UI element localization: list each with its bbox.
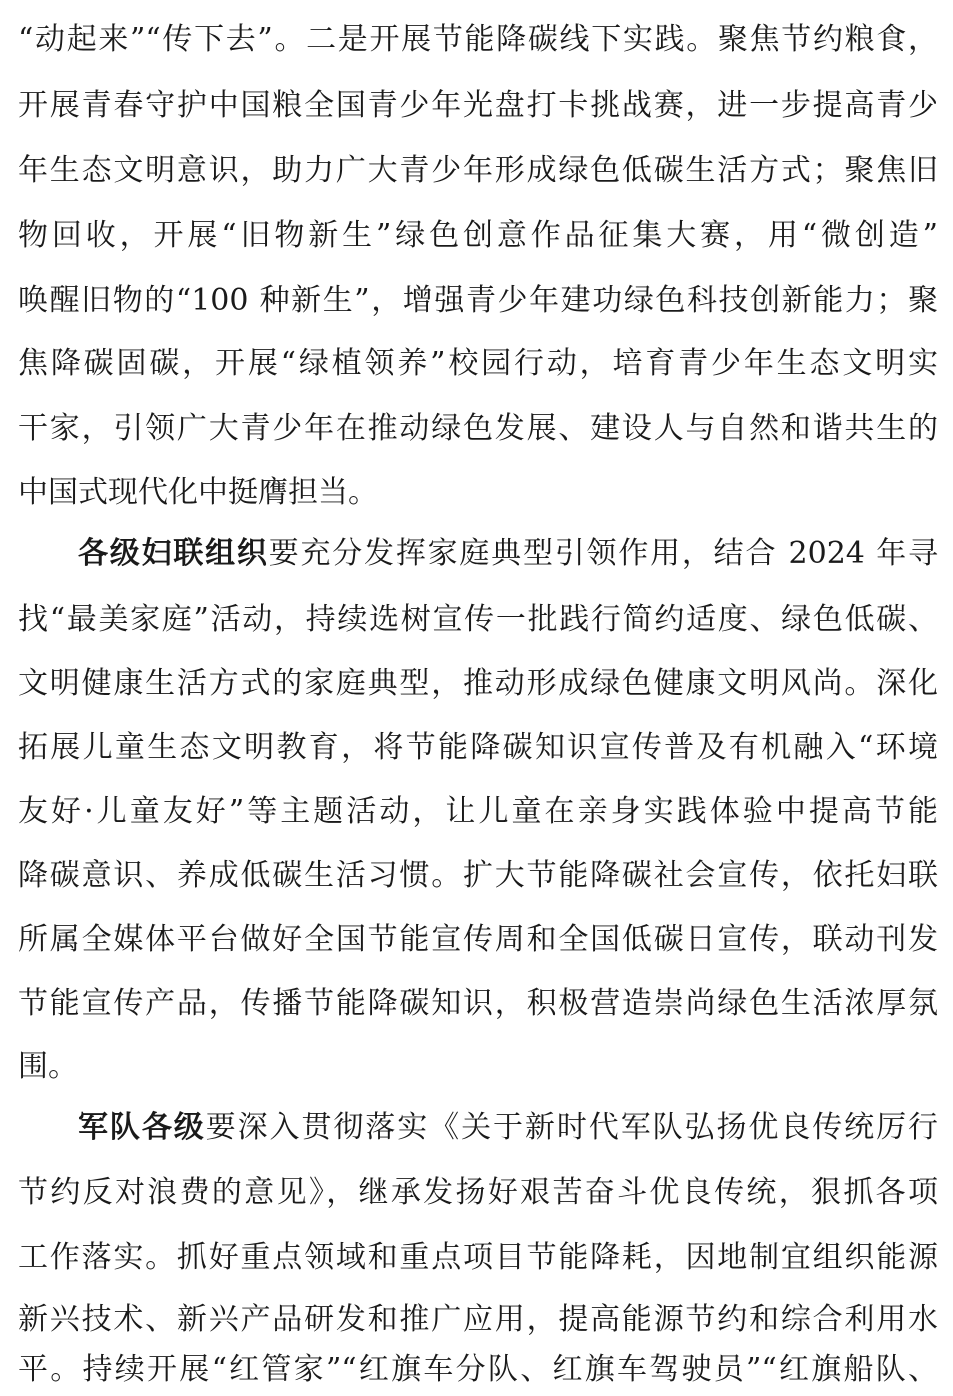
paragraph-2-line: 友好·儿童友好”等主题活动，让儿童在亲身实践体验中提高节能 <box>18 794 938 829</box>
paragraph-2-line: 降碳意识、养成低碳生活习惯。扩大节能降碳社会宣传，依托妇联 <box>18 858 938 893</box>
paragraph-2-first-line <box>78 530 938 578</box>
paragraph-3-first-line <box>78 1104 938 1152</box>
paragraph-3-line: 工作落实。抓好重点领域和重点项目节能降耗，因地制宜组织能源 <box>18 1240 938 1275</box>
paragraph-1-line: 年生态文明意识，助力广大青少年形成绿色低碳生活方式；聚焦旧 <box>18 153 938 188</box>
paragraph-2-line: 文明健康生活方式的家庭典型，推动形成绿色健康文明风尚。深化 <box>18 666 938 701</box>
paragraph-3-lead: 军队各级 <box>78 1110 206 1145</box>
paragraph-2-line: 拓展儿童生态文明教育，将节能降碳知识宣传普及有机融入“环境 <box>18 730 938 765</box>
paragraph-2-lead: 各级妇联组织 <box>78 536 269 571</box>
paragraph-1-line: 物回收，开展“旧物新生”绿色创意作品征集大赛，用“微创造” <box>18 218 938 253</box>
paragraph-1-line: 干家，引领广大青少年在推动绿色发展、建设人与自然和谐共生的 <box>18 411 938 446</box>
paragraph-1-line: 焦降碳固碳，开展“绿植领养”校园行动，培育青少年生态文明实 <box>18 346 938 381</box>
paragraph-1-line: 开展青春守护中国粮全国青少年光盘打卡挑战赛，进一步提高青少 <box>18 88 938 123</box>
paragraph-3-first-rest: 要深入贯彻落实《关于新时代军队弘扬优良传统厉行 <box>205 1110 939 1145</box>
paragraph-2-line: 节能宣传产品，传播节能降碳知识，积极营造崇尚绿色生活浓厚氛 <box>18 986 938 1021</box>
paragraph-2-line: 所属全媒体平台做好全国节能宣传周和全国低碳日宣传，联动刊发 <box>18 922 938 957</box>
paragraph-3-line: 节约反对浪费的意见》，继承发扬好艰苦奋斗优良传统，狠抓各项 <box>18 1175 938 1210</box>
paragraph-1-line: 中国式现代化中挺膺担当。 <box>18 475 378 510</box>
paragraph-3-line: 平。持续开展“红管家”“红旗车分队、红旗车驾驶员”“红旗船队、 <box>18 1352 938 1387</box>
paragraph-1-line: 唤醒旧物的“100 种新生”，增强青少年建功绿色科技创新能力；聚 <box>18 283 938 318</box>
paragraph-3-line: 新兴技术、新兴产品研发和推广应用，提高能源节约和综合利用水 <box>18 1302 938 1337</box>
paragraph-2-line: 围。 <box>18 1049 78 1084</box>
paragraph-1-line: “动起来”“传下去”。二是开展节能降碳线下实践。聚焦节约粮食， <box>18 22 938 57</box>
paragraph-2-first-rest: 要充分发挥家庭典型引领作用，结合 2024 年寻 <box>268 536 939 571</box>
paragraph-2-line: 找“最美家庭”活动，持续选树宣传一批践行简约适度、绿色低碳、 <box>18 602 938 637</box>
